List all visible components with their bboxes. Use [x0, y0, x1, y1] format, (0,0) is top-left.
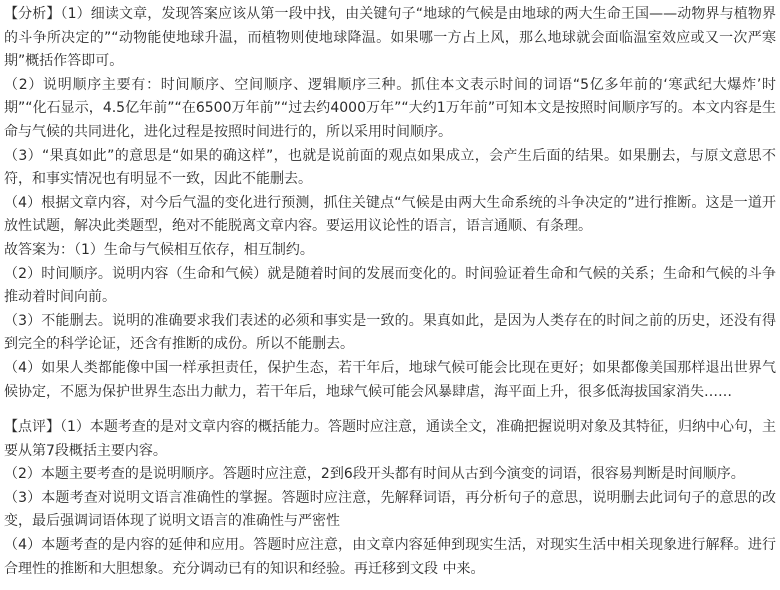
section-gap — [4, 404, 776, 416]
analysis-paragraph-2: （2）说明顺序主要有：时间顺序、空间顺序、逻辑顺序三种。抓住本文表示时间的词语“5亿多年前的‘寒武纪大爆炸’时期”“化石显示，4.5亿年前”“在6500万年前”“过去约4000万年”“大约1万年前”可知本文是按照时间顺序写的。本文内容是生命与气候的共同进化，进化过程是按照时间进行的，所以采用时间顺序。 — [4, 76, 776, 140]
comment-paragraph-2: （2）本题主要考查的是说明顺序。答题时应注意，2到6段开头都有时间从古到今演变的词语，很容易判断是时间顺序。 — [4, 466, 745, 483]
comment-tag: 【点评】 — [4, 419, 61, 436]
comment-paragraph-1 — [4, 416, 776, 463]
analysis-paragraph-1 — [4, 3, 776, 74]
answer-paragraph-4: （4）如果人类都能像中国一样承担责任，保护生态，若干年后，地球气候可能会比现在更好；如果都像美国那样退出世界气候协定，不愿为保护世界生态出力献力，若干年后，地球气候可能会风暴肆虐，海平面上升，很多低海拔国家消失…… — [4, 359, 776, 400]
analysis-tag: 【分析】 — [4, 6, 61, 22]
comment-paragraph-4: （4）本题考查的是内容的延伸和应用。答题时应注意，由文章内容延伸到现实生活，对现实生活中相关现象进行解释。进行合理性的推断和大胆想象。充分调动已有的知识和经验。再迁移到文段 中来。 — [4, 537, 776, 577]
analysis-text-1: （1）细读文章，发现答案应该从第一段中找，由关键句子“地球的气候是由地球的两大生命王国——动物界与植物界的斗争所决定的”“动物能使地球升温，而植物则使地球降温。如果哪一方占上风，那么地球就会面临温室效应或又一次严寒期”概括作答即可。 — [4, 6, 776, 70]
answer-paragraph-1: 故答案为：（1）生命与气候相互依存，相互制约。 — [4, 241, 314, 258]
comment-text-1: （1）本题考查的是对文章内容的概括能力。答题时应注意，通读全文，准确把握说明对象及其特征，归纳中心句，主要从第7段概括主要内容。 — [4, 419, 777, 459]
answer-paragraph-3: （3）不能删去。说明的准确要求我们表述的必须和事实是一致的。果真如此，是因为人类存在的时间之前的历史，还没有得到完全的科学论证，还含有推断的成份。所以不能删去。 — [4, 312, 776, 353]
analysis-paragraph-4: （4）根据文章内容，对今后气温的变化进行预测，抓住关键点“气候是由两大生命系统的斗争决定的”进行推断。这是一道开放性试题，解决此类题型，绝对不能脱离文章内容。要运用议论性的语言，语言通顺、有条理。 — [4, 194, 776, 235]
answer-paragraph-2: （2）时间顺序。说明内容（生命和气候）就是随着时间的发展而变化的。时间验证着生命和气候的关系；生命和气候的斗争推动着时间向前。 — [4, 265, 776, 306]
analysis-paragraph-3: （3）“果真如此”的意思是“如果的确这样”，也就是说前面的观点如果成立，会产生后面的结果。如果删去，与原文意思不符，和事实情况也有明显不一致，因此不能删去。 — [4, 147, 776, 188]
comment-paragraph-3: （3）本题考查对说明文语言准确性的掌握。答题时应注意，先解释词语，再分析句子的意思，说明删去此词句子的意思的改变，最后强调词语体现了说明文语言的准确性与严密性 — [4, 489, 776, 530]
